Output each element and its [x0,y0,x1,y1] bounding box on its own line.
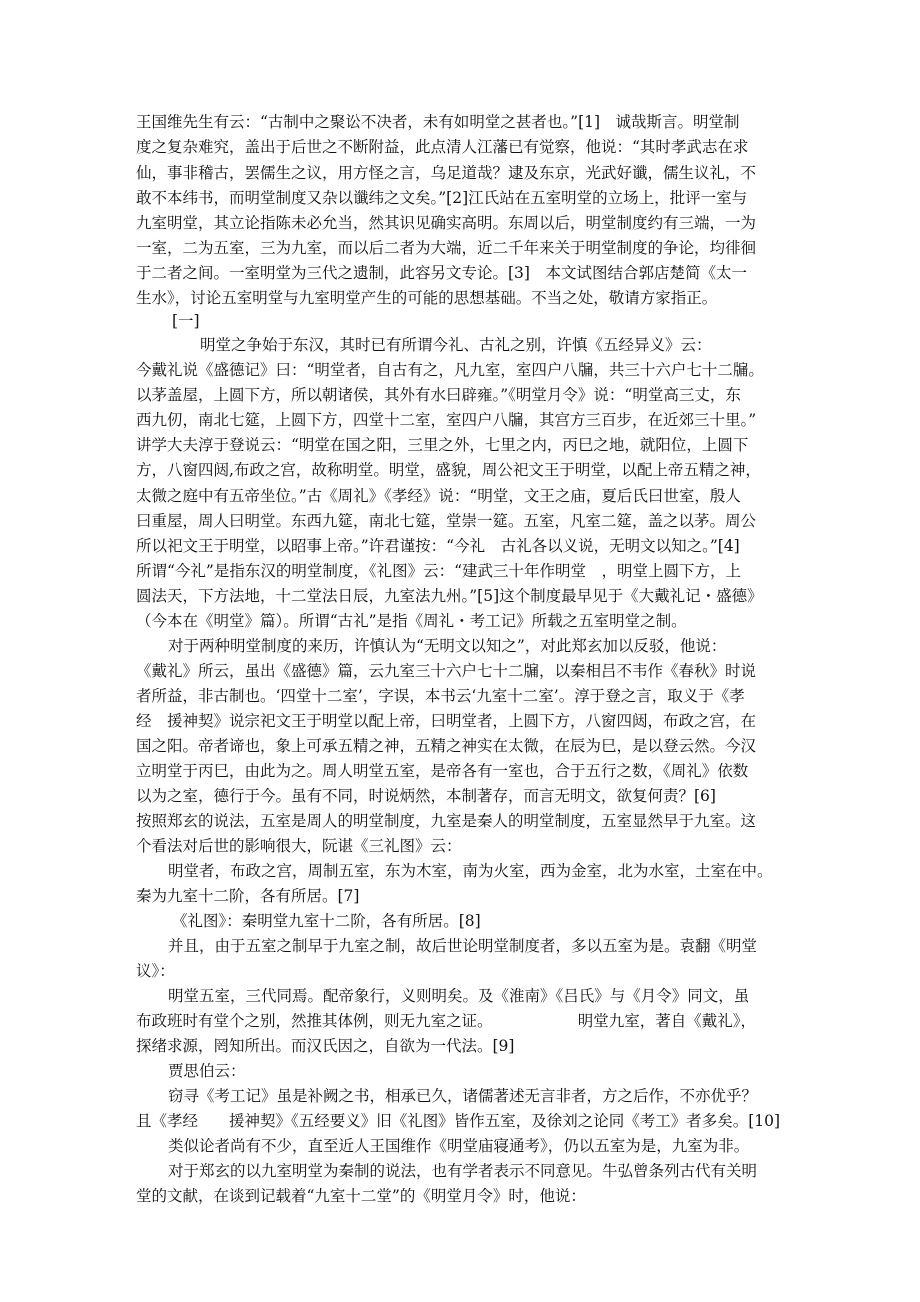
section-heading: [一] [172,312,200,330]
text-line: （今本在《明堂》篇）。所谓“古礼”是指《周礼・考工记》所载之五室明堂之制。 [136,612,687,630]
text-line: 太微之庭中有五帝坐位。”古《周礼》《孝经》说：“明堂，文王之庙，夏后氏曰世室，殷人 [136,487,741,505]
text-line: 《礼图》：秦明堂九室十二阶，各有所居。[8] [172,912,481,930]
text-line: 王国维先生有云：“古制中之聚讼不决者，未有如明堂之甚者也。”[1] 诚哉斯言。明堂制 [136,113,740,131]
text-line: 对于郑玄的以九室明堂为秦制的说法，也有学者表示不同意见。牛弘曾条列古代有关明 [168,1162,758,1180]
text-line: 一室，二为五室，三为九室，而以后二者为大端，近二千年来关于明堂制度的争论，均徘徊 [136,239,757,257]
text-line: 明堂五室，三代同焉。配帝象行，义则明矣。及《淮南》《吕氏》与《月令》同文，虽 [168,987,750,1005]
text-line: 对于两种明堂制度的来历，许慎认为“无明文以知之”，对此郑玄加以反驳，他说： [168,637,727,655]
text-line: 布政班时有堂个之别，然推其体例，则无九室之证。 明堂九室，著自《戴礼》， [136,1012,757,1030]
text-line: 今戴礼说《盛德记》曰：“明堂者，自古有之，凡九室，室四户八牖，共三十六户七十二牖。 [136,361,764,379]
text-line: 所谓“今礼”是指东汉的明堂制度，《礼图》云：“建武三十年作明堂 ，明堂上圆下方，上 [136,562,742,580]
text-line: 者所益，非古制也。‘四堂十二室’，字误，本书云‘九室十二室’。淳于登之言，取义于《孝 [136,687,745,705]
text-line: 议》： [136,962,175,980]
text-line: 曰重屋，周人曰明堂。东西九筵，南北七筵，堂崇一筵。五室，凡室二筵，盖之以茅。周公 [136,512,757,530]
text-line: 以茅盖屋，上圆下方，所以朝诸侯，其外有水曰辟雍。”《明堂月令》说：“明堂高三丈，东 [136,386,741,404]
text-line: 按照郑玄的说法，五室是周人的明堂制度，九室是秦人的明堂制度，五室显然早于九室。这 [136,812,757,830]
text-line: 于二者之间。一室明堂为三代之遗制，此容另文专论。[3] 本文试图结合郭店楚简《太一 [136,264,747,282]
text-line: 明堂之争始于东汉，其时已有所谓今礼、古礼之别，许慎《五经异义》云： [200,336,712,354]
text-line: 贾思伯云： [168,1062,246,1080]
text-line: 《戴礼》所云，虽出《盛德》篇，云九室三十六户七十二牖，以秦相吕不韦作《春秋》时说 [136,662,757,680]
text-line: 类似论者尚有不少，直至近人王国维作《明堂庙寝通考》，仍以五室为是，九室为非。 [168,1137,750,1155]
text-line: 方，八窗四闼,布政之宫，故称明堂。明堂，盛貌，周公祀文王于明堂，以配上帝五精之神， [136,461,761,479]
text-line: 讲学大夫淳于登说云：“明堂在国之阳，三里之外，七里之内，丙巳之地，就阳位，上圆下 [136,436,749,454]
text-line: 九室明堂，其立论指陈未必允当，然其识见确实高明。东周以后，明堂制度约有三端，一为 [136,214,757,232]
text-line: 以为之室，德行于今。虽有不同，时说炳然，本制著存，而言无明文，欲复何责？[6] [136,787,716,805]
text-line: 且《孝经 援神契》《五经要义》旧《礼图》皆作五室，及徐刘之论同《考工》者多矣。[10] [136,1112,781,1130]
text-line: 明堂者，布政之宫，周制五室，东为木室，南为火室，西为金室，北为水室，土室在中。 [168,862,773,880]
text-line: 堂的文献，在谈到记载着“九室十二堂”的《明堂月令》时，他说： [136,1187,586,1205]
text-line: 立明堂于丙巳，由此为之。周人明堂五室，是帝各有一室也，合于五行之数，《周礼》依数 [136,762,749,780]
text-line: 窃寻《考工记》虽是补阙之书，相承已久，诸儒著述无言非者，方之后作，不亦优乎？ [168,1087,758,1105]
text-line: 西九仞，南北七筵，上圆下方，四堂十二室，室四户八牖，其宫方三百步，在近郊三十里。” [136,411,757,429]
text-line: 个看法对后世的影响很大，阮谌《三礼图》云： [136,837,462,855]
text-line: 经 援神契》说宗祀文王于明堂以配上帝，曰明堂者，上圆下方，八窗四闼，布政之宫，在 [136,712,757,730]
text-line: 圆法天，下方法地，十二堂法日辰，九室法九州。”[5]这个制度最早见于《大戴礼记・盛德》 [136,587,763,605]
text-line: 生水》，讨论五室明堂与九室明堂产生的可能的思想基础。不当之处，敬请方家指正。 [136,289,718,307]
text-line: 度之复杂难究，盖出于后世之不断附益，此点清人江藩已有觉察，他说：“其时孝武志在求 [136,138,749,156]
text-line: 探绪求源，罔知所出。而汉氏因之，自欲为一代法。[9] [136,1037,515,1055]
text-line: 仙，事非稽古，罢儒生之议，用方怪之言，乌足道哉？逮及东京，光武好谶，儒生议礼，不 [136,164,757,182]
text-line: 并且，由于五室之制早于九室之制，故后世论明堂制度者，多以五室为是。袁翻《明堂 [168,937,758,955]
text-line: 秦为九室十二阶，各有所居。[7] [136,887,360,905]
text-line: 国之阳。帝者谛也，象上可承五精之神，五精之神实在太微，在辰为巳，是以登云然。今汉 [136,737,757,755]
text-line: 敢不本纬书，而明堂制度又杂以谶纬之文矣。”[2]江氏站在五室明堂的立场上，批评一室与 [136,189,748,207]
text-line: 所以祀文王于明堂，以昭事上帝。”许君谨按：“今礼 古礼各以义说，无明文以知之。”[4] [136,537,740,555]
